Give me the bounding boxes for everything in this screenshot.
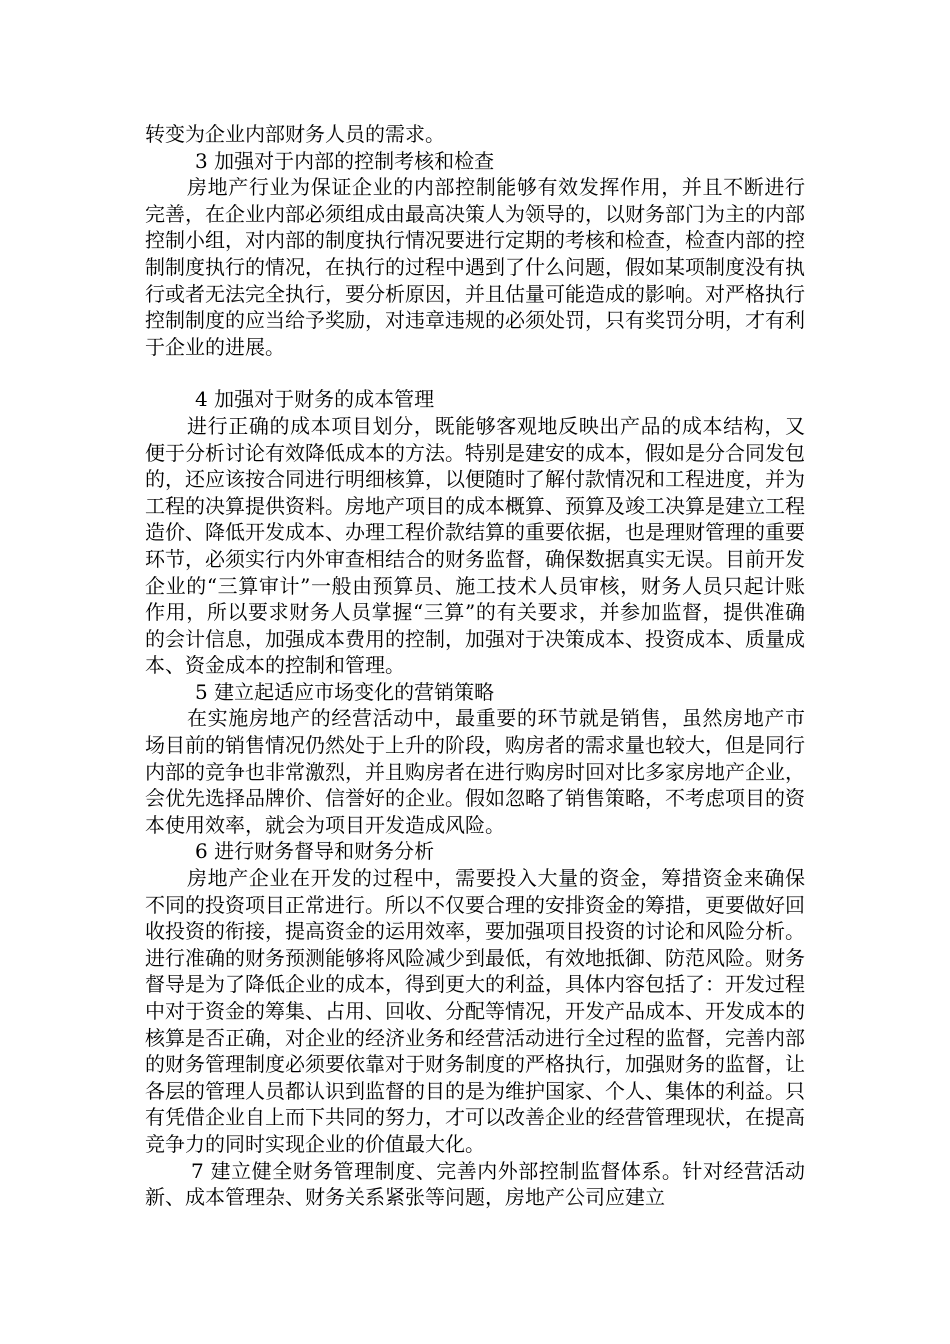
document-body — [145, 121, 805, 1211]
section-heading-6: 6 进行财务督导和财务分析 — [195, 839, 435, 864]
section-heading-5: 5 建立起适应市场变化的营销策略 — [195, 679, 495, 704]
section-heading-4: 4 加强对于财务的成本管理 — [195, 387, 435, 412]
section-heading-3: 3 加强对于内部的控制考核和检查 — [195, 148, 495, 173]
paragraph-section-7: 7 建立健全财务管理制度、完善内外部控制监督体系。针对经营活动新、成本管理杂、财务关系紧张等问题，房地产公司应建立 — [145, 1158, 805, 1210]
paragraph-section-4: 进行正确的成本项目划分，既能够客观地反映出产品的成本结构，又便于分析讨论有效降低成本的方法。特别是建安的成本，假如是分合同发包的，还应该按合同进行明细核算，以便随时了解付款情况和工程进度，并为工程的决算提供资料。房地产项目的成本概算、预算及竣工决算是建立工程造价、降低开发成本、办理工程价款结算的重要依据，也是理财管理的重要环节，必须实行内外审查相结合的财务监督，确保数据真实无误。目前开发企业的“三算审计”一般由预算员、施工技术人员审核，财务人员只起计账作用，所以要求财务人员掌握“三算”的有关要求，并参加监督，提供准确的会计信息，加强成本费用的控制，加强对于决策成本、投资成本、质量成本、资金成本的控制和管理。 — [145, 413, 805, 678]
paragraph-section-5: 在实施房地产的经营活动中，最重要的环节就是销售，虽然房地产市场目前的销售情况仍然处于上升的阶段，购房者的需求量也较大，但是同行内部的竞争也非常激烈，并且购房者在进行购房时回对比多家房地产企业，会优先选择品牌价、信誉好的企业。假如忽略了销售策略，不考虑项目的资本使用效率，就会为项目开发造成风险。 — [145, 706, 805, 837]
paragraph-section-3: 房地产行业为保证企业的内部控制能够有效发挥作用，并且不断进行完善，在企业内部必须组成由最高决策人为领导的，以财务部门为主的内部控制小组，对内部的制度执行情况要进行定期的考核和检查，检查内部的控制制度执行的情况，在执行的过程中遇到了什么问题，假如某项制度没有执行或者无法完全执行，要分析原因，并且估量可能造成的影响。对严格执行控制制度的应当给予奖励，对违章违规的必须处罚，只有奖罚分明，才有利于企业的进展。 — [145, 175, 805, 359]
paragraph-section-6: 房地产企业在开发的过程中，需要投入大量的资金，筹措资金来确保不同的投资项目正常进行。所以不仅要合理的安排资金的筹措，更要做好回收投资的衔接，提高资金的运用效率，要加强项目投资的讨论和风险分析。进行准确的财务预测能够将风险减少到最低，有效地抵御、防范风险。财务督导是为了降低企业的成本，得到更大的利益，具体内容包括了：开发过程中对于资金的筹集、占用、回收、分配等情况，开发产品成本、开发成本的核算是否正确，对企业的经济业务和经营活动进行全过程的监督，完善内部的财务管理制度必须要依靠对于财务制度的严格执行，加强财务的监督，让各层的管理人员都认识到监督的目的是为维护国家、个人、集体的利益。只有凭借企业自上而下共同的努力，才可以改善企业的经营管理现状，在提高竞争力的同时实现企业的价值最大化。 — [145, 866, 805, 1156]
paragraph-continuation: 转变为企业内部财务人员的需求。 — [145, 122, 445, 146]
